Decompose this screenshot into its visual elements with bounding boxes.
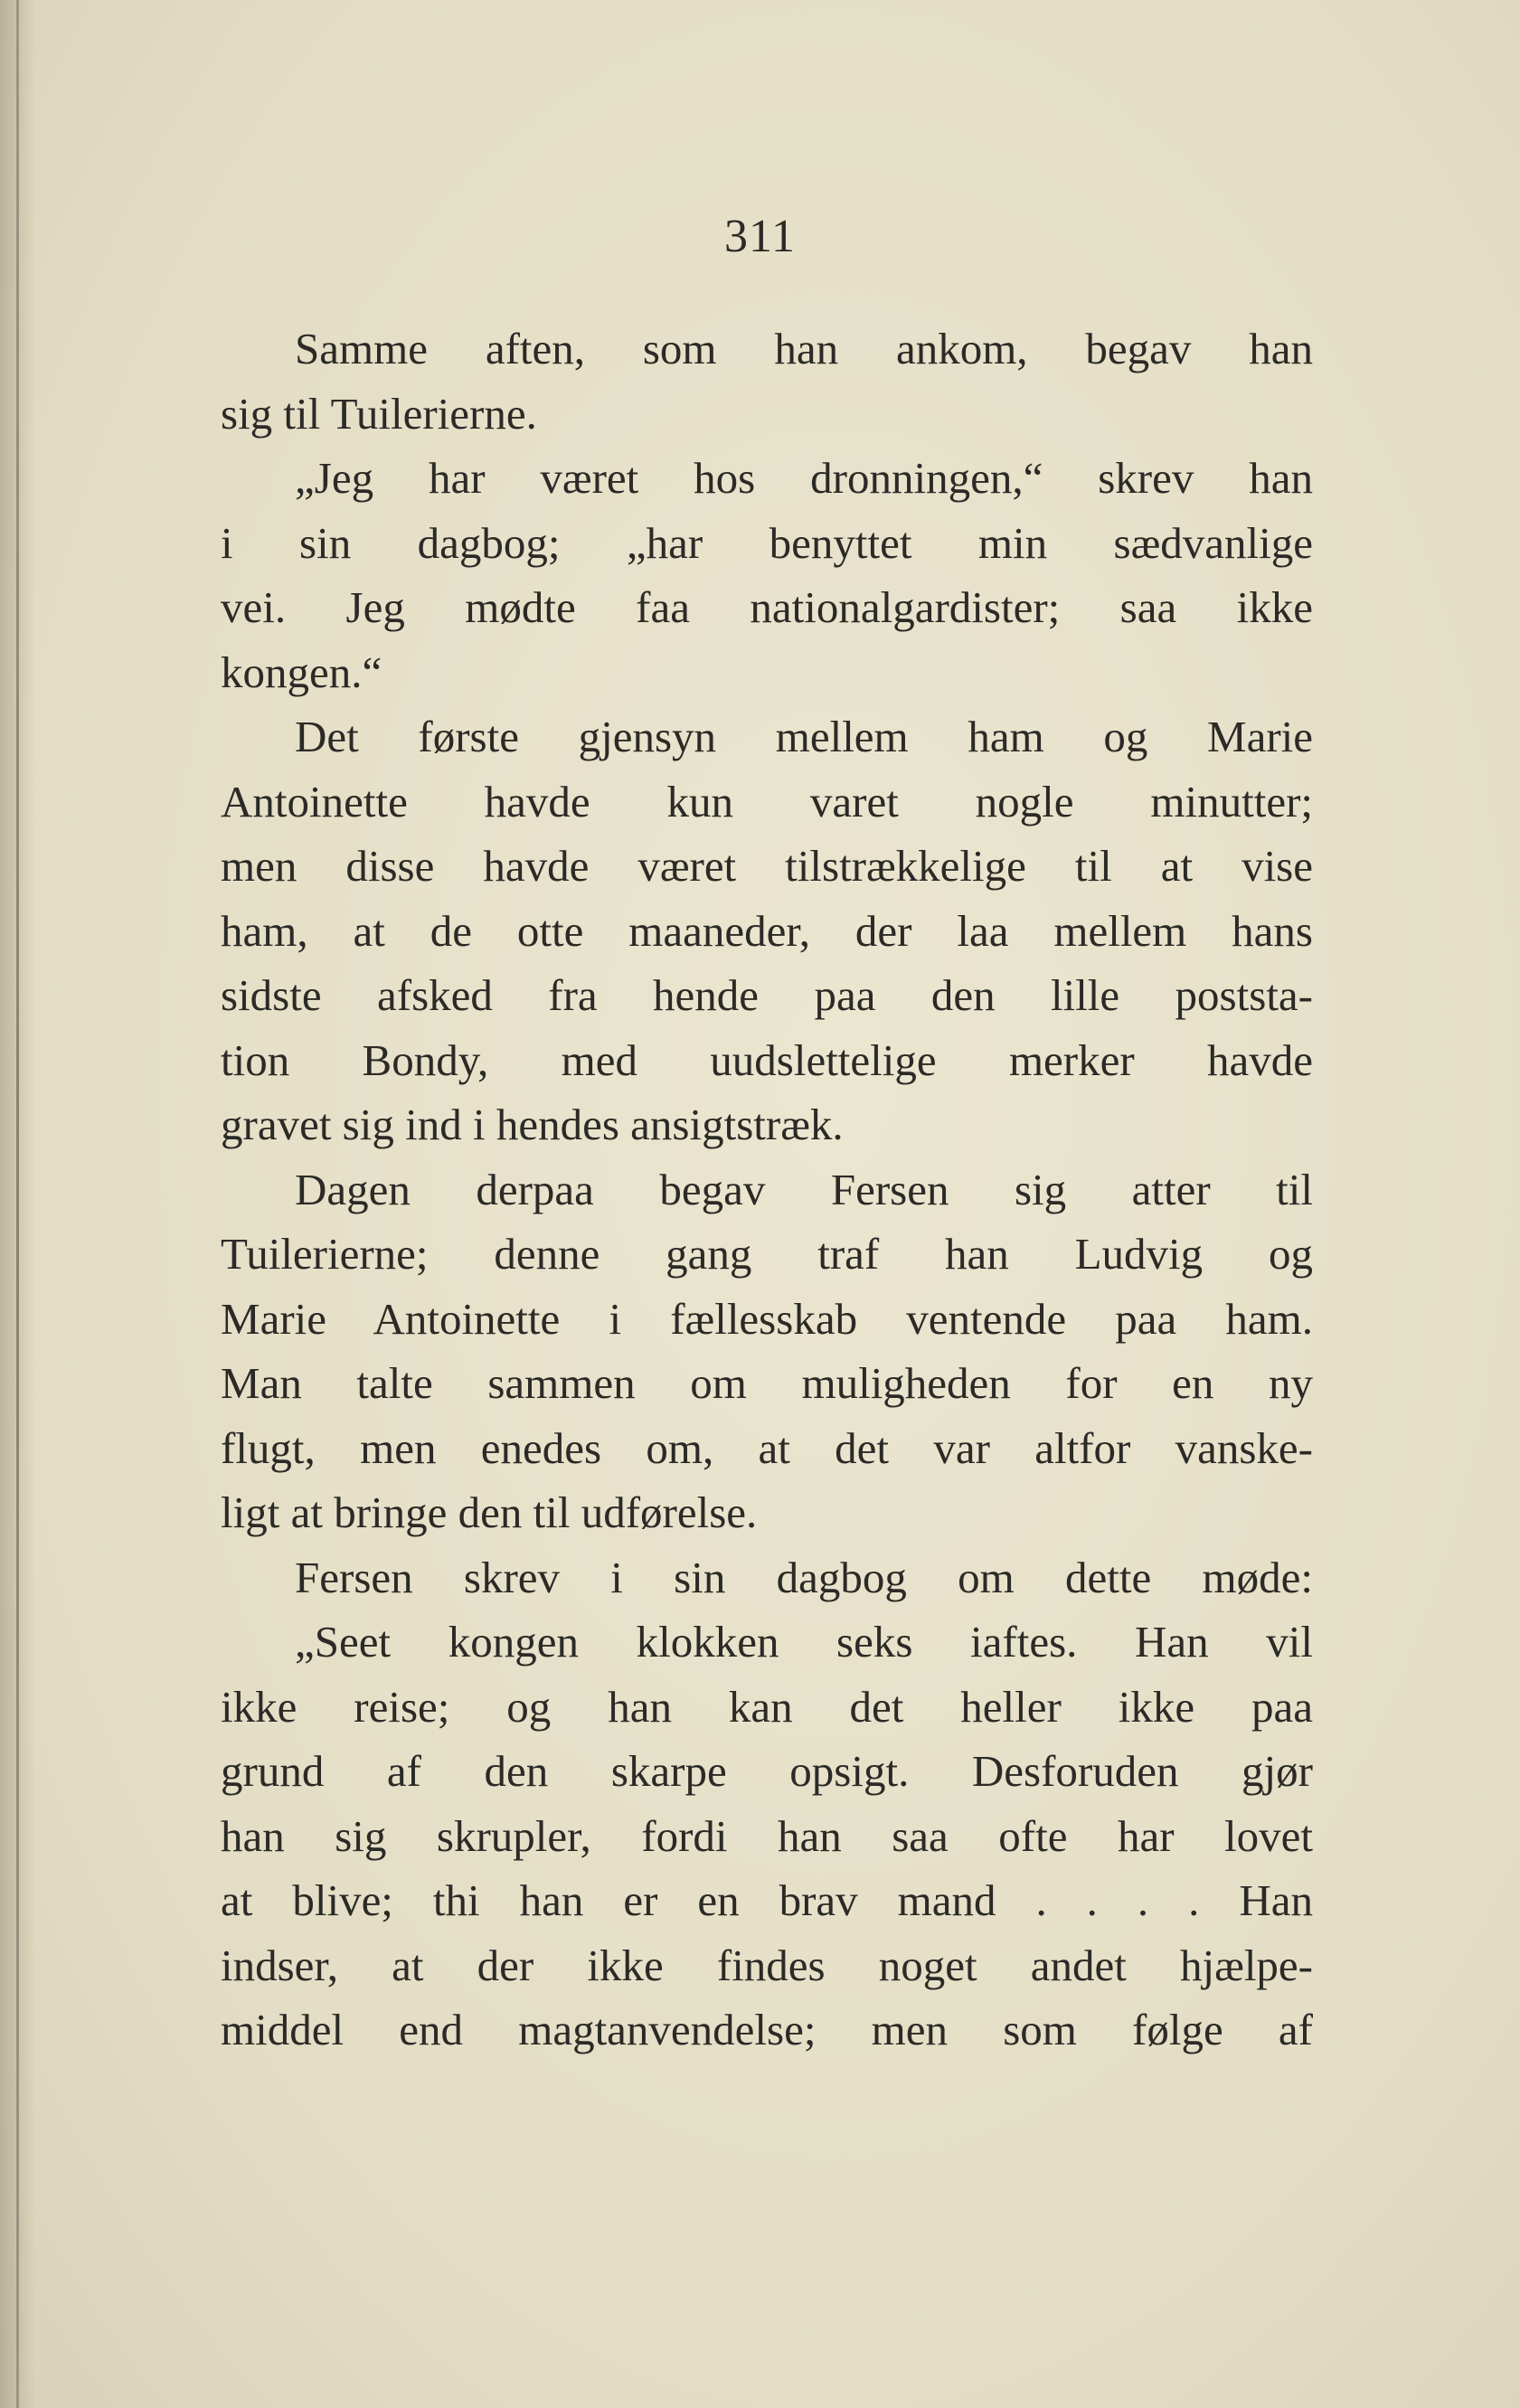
- text-line: vei. Jeg mødte faa nationalgardister; saa ikke: [221, 582, 1313, 632]
- text-line: middel end magtanvendelse; men som følge af: [221, 2005, 1313, 2054]
- text-line: flugt, men enedes om, at det var altfor vanske-: [221, 1422, 1313, 1473]
- text-line: Antoinette havde kun varet nogle minutter;: [221, 776, 1313, 826]
- text-line: tion Bondy, med uudslettelige merker havde: [221, 1034, 1313, 1085]
- text-line: sidste afsked fra hende paa den lille poststa-: [221, 970, 1313, 1020]
- text-line: Tuilerierne; denne gang traf han Ludvig og: [221, 1229, 1313, 1279]
- text-line: i sin dagbog; „har benyttet min sædvanlige: [221, 517, 1313, 568]
- text-line: ikke reise; og han kan det heller ikke paa: [221, 1681, 1313, 1732]
- text-line: han sig skrupler, fordi han saa ofte har lovet: [221, 1810, 1313, 1861]
- body-text: [221, 316, 1313, 2063]
- text-line: „Seet kongen klokken seks iaftes. Han vil: [295, 1617, 1313, 1667]
- text-line: ham, at de otte maaneder, der laa mellem hans: [221, 905, 1313, 956]
- text-line: Fersen skrev i sin dagbog om dette møde:: [295, 1552, 1313, 1602]
- text-line: Samme aften, som han ankom, begav han: [295, 324, 1313, 373]
- page-number: 311: [723, 211, 797, 262]
- page-edge-line: [16, 0, 19, 2408]
- text-line: ligt at bringe den til udførelse.: [221, 1487, 758, 1537]
- text-line: „Jeg har været hos dronningen,“ skrev han: [295, 453, 1313, 503]
- text-line: indser, at der ikke findes noget andet hjælpe-: [221, 1940, 1313, 1990]
- text-line: sig til Tuilerierne.: [221, 388, 537, 439]
- text-line: kongen.“: [221, 647, 382, 697]
- text-line: men disse havde været tilstrækkelige til at vise: [221, 841, 1313, 891]
- text-line: gravet sig ind i hendes ansigtstræk.: [221, 1100, 844, 1149]
- text-line: Man talte sammen om muligheden for en ny: [221, 1358, 1313, 1408]
- text-line: Dagen derpaa begav Fersen sig atter til: [295, 1164, 1313, 1214]
- text-line: grund af den skarpe opsigt. Desforuden gjør: [221, 1746, 1313, 1796]
- text-line: at blive; thi han er en brav mand . . . . Han: [221, 1875, 1313, 1925]
- text-line: Det første gjensyn mellem ham og Marie: [295, 712, 1313, 761]
- text-line: Marie Antoinette i fællesskab ventende paa ham.: [221, 1293, 1313, 1344]
